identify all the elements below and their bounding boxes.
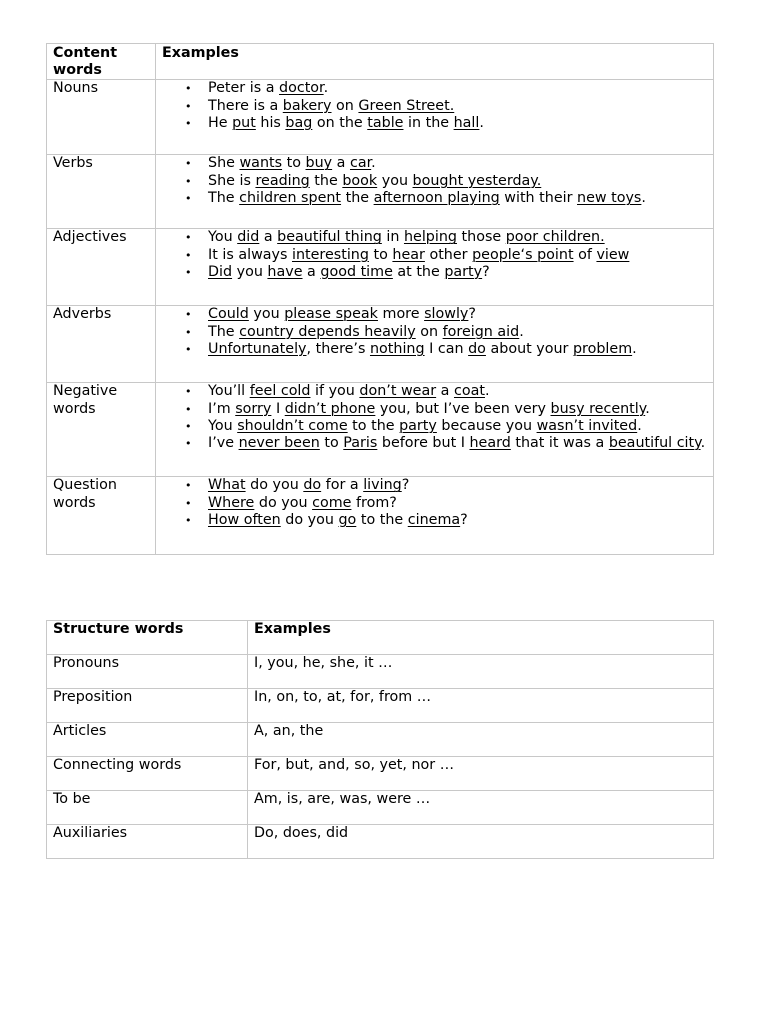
content-word: interesting bbox=[291, 246, 369, 263]
content-word: heard bbox=[469, 435, 511, 452]
category-adverbs: Adverbs bbox=[47, 306, 156, 383]
sentence-text: do you bbox=[245, 477, 304, 494]
content-words-table bbox=[46, 43, 714, 555]
content-word: Where bbox=[208, 494, 255, 511]
sentence-text: on the bbox=[312, 114, 368, 131]
category-verbs: Verbs bbox=[47, 155, 156, 229]
content-word: view bbox=[596, 246, 630, 263]
structure-category: Auxiliaries bbox=[47, 825, 248, 859]
content-word: buy bbox=[305, 155, 333, 172]
content-word: reading bbox=[255, 172, 310, 189]
table-row bbox=[47, 791, 714, 825]
content-word: poor children. bbox=[505, 229, 605, 246]
sentence-text: because you bbox=[436, 417, 537, 434]
structure-examples: A, an, the bbox=[248, 723, 714, 757]
content-word: coat bbox=[453, 383, 485, 400]
content-word: Paris bbox=[343, 435, 378, 452]
content-table-header-row bbox=[47, 44, 714, 80]
sentence-text: . bbox=[323, 80, 329, 97]
content-word: go bbox=[338, 511, 357, 528]
table-row bbox=[47, 825, 714, 859]
content-word: beautiful city bbox=[608, 435, 701, 452]
sentence-text: You bbox=[208, 417, 238, 434]
content-word: helping bbox=[403, 229, 457, 246]
content-word: hall bbox=[453, 114, 480, 131]
example-sentence bbox=[162, 264, 707, 281]
examples-negative-words bbox=[156, 383, 714, 477]
sentence-text: . bbox=[700, 435, 706, 452]
content-word: bakery bbox=[282, 97, 332, 114]
content-word: beautiful thing bbox=[277, 229, 382, 246]
category-question-words: Question words bbox=[47, 477, 156, 555]
content-word: bought yesterday. bbox=[412, 172, 542, 189]
sentence-text: you bbox=[248, 306, 285, 323]
examples-verbs bbox=[156, 155, 714, 229]
example-sentence bbox=[162, 173, 707, 190]
content-word: good time bbox=[320, 263, 393, 280]
sentence-text: . bbox=[637, 417, 642, 434]
content-word: people‘s point bbox=[472, 246, 574, 263]
sentence-text: There is a bbox=[208, 97, 283, 114]
table-row bbox=[47, 229, 714, 306]
content-word: shouldn’t come bbox=[237, 417, 348, 434]
sentence-text: I’m bbox=[208, 400, 236, 417]
sentence-text: before but I bbox=[377, 435, 470, 452]
sentence-text: to bbox=[319, 435, 344, 452]
sentence-text: do you bbox=[280, 511, 339, 528]
table-row bbox=[47, 155, 714, 229]
content-word: party bbox=[399, 417, 437, 434]
content-word: please speak bbox=[284, 306, 378, 323]
sentence-text: . bbox=[519, 323, 524, 340]
example-list bbox=[162, 229, 707, 281]
content-word: do bbox=[468, 340, 486, 357]
structure-table-header-row bbox=[47, 621, 714, 655]
content-word: problem bbox=[572, 340, 633, 357]
structure-examples-header: Examples bbox=[248, 621, 714, 655]
content-word: didn’t phone bbox=[284, 400, 376, 417]
sentence-text: The bbox=[208, 189, 240, 206]
example-sentence bbox=[162, 190, 707, 207]
example-sentence bbox=[162, 306, 707, 323]
sentence-text: the bbox=[309, 172, 343, 189]
structure-category: Articles bbox=[47, 723, 248, 757]
sentence-text: . bbox=[632, 340, 637, 357]
content-word: hear bbox=[392, 246, 425, 263]
example-sentence bbox=[162, 324, 707, 341]
structure-examples: In, on, to, at, for, from … bbox=[248, 689, 714, 723]
table-row bbox=[47, 306, 714, 383]
sentence-text: about your bbox=[485, 340, 573, 357]
example-list bbox=[162, 155, 707, 207]
table-row bbox=[47, 757, 714, 791]
sentence-text: I’ve bbox=[208, 435, 239, 452]
sentence-text: ? bbox=[401, 477, 410, 494]
content-word: never been bbox=[238, 435, 320, 452]
structure-category: Pronouns bbox=[47, 655, 248, 689]
sentence-text: to the bbox=[356, 511, 408, 528]
sentence-text: on bbox=[415, 323, 443, 340]
content-word: have bbox=[267, 263, 303, 280]
example-sentence bbox=[162, 341, 707, 358]
example-sentence bbox=[162, 98, 707, 115]
example-sentence bbox=[162, 115, 707, 132]
sentence-text: of bbox=[573, 246, 597, 263]
examples-adjectives bbox=[156, 229, 714, 306]
sentence-text: if you bbox=[310, 383, 360, 400]
sentence-text: from? bbox=[351, 494, 397, 511]
content-word: children spent bbox=[239, 189, 342, 206]
content-word: Could bbox=[208, 306, 249, 323]
content-word: afternoon playing bbox=[373, 189, 500, 206]
example-sentence bbox=[162, 435, 707, 452]
structure-examples: For, but, and, so, yet, nor … bbox=[248, 757, 714, 791]
content-examples-header: Examples bbox=[156, 44, 714, 80]
sentence-text: a bbox=[332, 155, 350, 172]
structure-category: Connecting words bbox=[47, 757, 248, 791]
sentence-text: . bbox=[641, 189, 646, 206]
sentence-text: . bbox=[645, 400, 650, 417]
structure-words-header: Structure words bbox=[47, 621, 248, 655]
structure-examples: I, you, he, she, it … bbox=[248, 655, 714, 689]
example-sentence bbox=[162, 229, 707, 246]
sentence-text: the bbox=[341, 189, 374, 206]
sentence-text: his bbox=[255, 114, 286, 131]
table-row bbox=[47, 477, 714, 555]
sentence-text: with their bbox=[499, 189, 578, 206]
sentence-text: I can bbox=[424, 340, 469, 357]
table-row bbox=[47, 723, 714, 757]
sentence-text: in the bbox=[403, 114, 454, 131]
sentence-text: a bbox=[302, 263, 321, 280]
structure-category: Preposition bbox=[47, 689, 248, 723]
sentence-text: to the bbox=[347, 417, 400, 434]
category-nouns: Nouns bbox=[47, 80, 156, 155]
sentence-text: . bbox=[484, 383, 490, 400]
sentence-text: She is bbox=[208, 172, 256, 189]
content-word: How often bbox=[208, 511, 281, 528]
content-word: foreign aid bbox=[442, 323, 520, 340]
example-sentence bbox=[162, 477, 707, 494]
example-sentence bbox=[162, 512, 707, 529]
structure-examples: Am, is, are, was, were … bbox=[248, 791, 714, 825]
content-word: don’t wear bbox=[359, 383, 437, 400]
sentence-text: that it was a bbox=[510, 435, 609, 452]
category-adjectives: Adjectives bbox=[47, 229, 156, 306]
sentence-text: to bbox=[368, 246, 393, 263]
content-word: come bbox=[312, 494, 352, 511]
examples-question-words bbox=[156, 477, 714, 555]
example-sentence bbox=[162, 401, 707, 418]
content-word: busy recently bbox=[550, 400, 646, 417]
table-row bbox=[47, 80, 714, 155]
example-list bbox=[162, 383, 707, 452]
content-word: car bbox=[349, 155, 372, 172]
sentence-text: more bbox=[377, 306, 425, 323]
content-word: new toys bbox=[577, 189, 642, 206]
structure-category: To be bbox=[47, 791, 248, 825]
sentence-text: on bbox=[331, 97, 359, 114]
example-sentence bbox=[162, 383, 707, 400]
sentence-text: in bbox=[381, 229, 404, 246]
content-word: country depends heavily bbox=[239, 323, 416, 340]
sentence-text: a bbox=[436, 383, 454, 400]
sentence-text: It is always bbox=[208, 246, 292, 263]
content-word: wants bbox=[239, 155, 283, 172]
example-list bbox=[162, 306, 707, 358]
content-word: do bbox=[303, 477, 322, 494]
content-word: sorry bbox=[235, 400, 272, 417]
sentence-text: You bbox=[208, 229, 238, 246]
example-sentence bbox=[162, 155, 707, 172]
structure-examples: Do, does, did bbox=[248, 825, 714, 859]
sentence-text: . bbox=[479, 114, 484, 131]
sentence-text: ? bbox=[468, 306, 476, 323]
sentence-text: other bbox=[424, 246, 473, 263]
content-word: What bbox=[208, 477, 246, 494]
sentence-text: ? bbox=[482, 263, 490, 280]
sentence-text: . bbox=[371, 155, 376, 172]
example-sentence bbox=[162, 247, 707, 264]
example-list bbox=[162, 477, 707, 529]
sentence-text: Peter is a bbox=[208, 80, 280, 97]
content-word: book bbox=[342, 172, 378, 189]
sentence-text: those bbox=[456, 229, 506, 246]
sentence-text: ? bbox=[460, 511, 468, 528]
examples-nouns bbox=[156, 80, 714, 155]
examples-adverbs bbox=[156, 306, 714, 383]
category-negative-words: Negative words bbox=[47, 383, 156, 477]
sentence-text: to bbox=[282, 155, 306, 172]
content-word: table bbox=[367, 114, 404, 131]
content-word: doctor bbox=[279, 80, 324, 97]
content-word: party bbox=[444, 263, 483, 280]
sentence-text: you, but I’ve been very bbox=[375, 400, 551, 417]
content-word: did bbox=[237, 229, 260, 246]
sentence-text: a bbox=[259, 229, 278, 246]
content-word: Green Street. bbox=[358, 97, 455, 114]
sentence-text: do you bbox=[254, 494, 313, 511]
sentence-text: you bbox=[377, 172, 413, 189]
sentence-text: , there’s bbox=[306, 340, 370, 357]
content-word: nothing bbox=[369, 340, 425, 357]
sentence-text: She bbox=[208, 155, 240, 172]
content-word: cinema bbox=[407, 511, 461, 528]
table-row bbox=[47, 689, 714, 723]
sentence-text: for a bbox=[321, 477, 364, 494]
content-word: living bbox=[363, 477, 402, 494]
example-list bbox=[162, 80, 707, 132]
sentence-text: He bbox=[208, 114, 233, 131]
sentence-text: The bbox=[208, 323, 240, 340]
content-word: put bbox=[232, 114, 256, 131]
structure-words-table bbox=[46, 620, 714, 859]
content-word: bag bbox=[285, 114, 313, 131]
content-word: Did bbox=[208, 263, 233, 280]
sentence-text: you bbox=[232, 263, 268, 280]
sentence-text: I bbox=[271, 400, 285, 417]
content-word: Unfortunately bbox=[208, 340, 307, 357]
table-row bbox=[47, 383, 714, 477]
sentence-text: You’ll bbox=[208, 383, 250, 400]
content-words-header: Content words bbox=[47, 44, 156, 80]
example-sentence bbox=[162, 80, 707, 97]
example-sentence bbox=[162, 418, 707, 435]
table-row bbox=[47, 655, 714, 689]
content-word: wasn’t invited bbox=[536, 417, 638, 434]
content-word: feel cold bbox=[249, 383, 311, 400]
content-word: slowly bbox=[424, 306, 469, 323]
example-sentence bbox=[162, 495, 707, 512]
sentence-text: at the bbox=[392, 263, 445, 280]
